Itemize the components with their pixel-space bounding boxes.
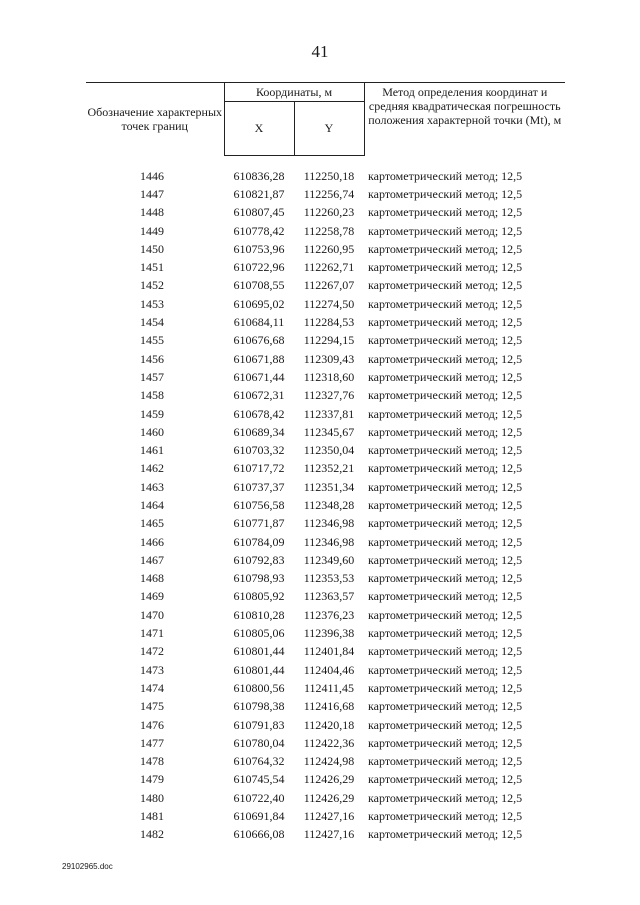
header-method <box>364 83 565 156</box>
table-row <box>86 679 565 697</box>
point-cell: 1447 <box>140 186 164 201</box>
y-cell: 112376,23 <box>303 607 355 622</box>
point-cell: 1468 <box>140 571 164 586</box>
method-cell: картометрический метод; 12,5 <box>368 241 523 256</box>
method-cell: картометрический метод; 12,5 <box>368 516 523 531</box>
point-cell: 1457 <box>140 369 164 384</box>
x-cell: 610737,37 <box>233 479 285 494</box>
point-cell: 1473 <box>140 662 164 677</box>
method-cell: картометрический метод; 12,5 <box>368 699 523 714</box>
method-cell: картометрический метод; 12,5 <box>368 552 523 567</box>
method-cell: картометрический метод; 12,5 <box>368 717 523 732</box>
method-cell: картометрический метод; 12,5 <box>368 626 523 641</box>
point-cell: 1481 <box>140 809 164 824</box>
table-row <box>86 423 565 441</box>
method-cell: картометрический метод; 12,5 <box>368 809 523 824</box>
table-row <box>86 478 565 496</box>
point-cell: 1459 <box>140 406 164 421</box>
point-cell: 1463 <box>140 479 164 494</box>
table-row <box>86 441 565 459</box>
table-row <box>86 258 565 276</box>
x-cell: 610798,93 <box>233 571 285 586</box>
method-cell: картометрический метод; 12,5 <box>368 260 523 275</box>
x-cell: 610778,42 <box>233 223 285 238</box>
y-cell: 112401,84 <box>303 644 355 659</box>
method-cell: картометрический метод; 12,5 <box>368 369 523 384</box>
point-cell: 1469 <box>140 589 164 604</box>
table-row <box>86 807 565 825</box>
y-cell: 112427,16 <box>303 827 355 842</box>
y-cell: 112427,16 <box>303 809 355 824</box>
y-cell: 112346,98 <box>303 534 355 549</box>
y-cell: 112422,36 <box>303 735 355 750</box>
x-cell: 610666,08 <box>233 827 285 842</box>
y-cell: 112267,07 <box>303 278 355 293</box>
page-number: 41 <box>311 42 329 61</box>
x-cell: 610689,34 <box>233 424 285 439</box>
point-cell: 1454 <box>140 315 164 330</box>
table-row <box>86 734 565 752</box>
y-cell: 112345,67 <box>303 424 355 439</box>
table-row <box>86 240 565 258</box>
y-cell: 112256,74 <box>303 186 355 201</box>
y-cell: 112426,29 <box>303 790 355 805</box>
x-cell: 610753,96 <box>233 241 285 256</box>
coordinates-rows <box>86 167 565 844</box>
point-cell: 1470 <box>140 607 164 622</box>
point-cell: 1455 <box>140 333 164 348</box>
point-cell: 1452 <box>140 278 164 293</box>
point-cell: 1461 <box>140 443 164 458</box>
method-cell: картометрический метод; 12,5 <box>368 351 523 366</box>
x-cell: 610684,11 <box>233 315 285 330</box>
x-cell: 610836,28 <box>233 168 285 183</box>
x-cell: 610801,44 <box>233 662 285 677</box>
table-row <box>86 789 565 807</box>
method-cell: картометрический метод; 12,5 <box>368 571 523 586</box>
x-cell: 610671,44 <box>233 369 285 384</box>
y-cell: 112348,28 <box>303 497 355 512</box>
table-row <box>86 569 565 587</box>
point-cell: 1476 <box>140 717 164 732</box>
method-cell: картометрический метод; 12,5 <box>368 735 523 750</box>
header-method-text: Метод определения координат и средняя квадратическая погрешность положения характерной точки (Mt), м <box>368 85 562 127</box>
y-cell: 112426,29 <box>303 772 355 787</box>
x-cell: 610678,42 <box>233 406 285 421</box>
point-cell: 1477 <box>140 735 164 750</box>
method-cell: картометрический метод; 12,5 <box>368 662 523 677</box>
point-cell: 1446 <box>140 168 164 183</box>
method-cell: картометрический метод; 12,5 <box>368 754 523 769</box>
method-cell: картометрический метод; 12,5 <box>368 388 523 403</box>
header-point-designation-text: Обозначение характерных точек границ <box>87 105 223 133</box>
y-cell: 112404,46 <box>303 662 355 677</box>
method-cell: картометрический метод; 12,5 <box>368 497 523 512</box>
y-cell: 112396,38 <box>303 626 355 641</box>
table-row <box>86 386 565 404</box>
header-y: Y <box>294 102 364 155</box>
table-row <box>86 203 565 221</box>
header-x: X <box>224 102 294 155</box>
table-row <box>86 770 565 788</box>
x-cell: 610805,92 <box>233 589 285 604</box>
x-cell: 610717,72 <box>233 461 285 476</box>
point-cell: 1472 <box>140 644 164 659</box>
x-cell: 610807,45 <box>233 205 285 220</box>
method-cell: картометрический метод; 12,5 <box>368 772 523 787</box>
table-row <box>86 349 565 367</box>
point-cell: 1475 <box>140 699 164 714</box>
x-cell: 610671,88 <box>233 351 285 366</box>
x-cell: 610771,87 <box>233 516 285 531</box>
coordinates-table <box>86 82 565 843</box>
table-row <box>86 185 565 203</box>
x-cell: 610801,44 <box>233 644 285 659</box>
point-cell: 1471 <box>140 626 164 641</box>
x-cell: 610676,68 <box>233 333 285 348</box>
point-cell: 1462 <box>140 461 164 476</box>
table-row <box>86 459 565 477</box>
x-cell: 610791,83 <box>233 717 285 732</box>
y-cell: 112327,76 <box>303 388 355 403</box>
point-cell: 1478 <box>140 754 164 769</box>
x-cell: 610821,87 <box>233 186 285 201</box>
method-cell: картометрический метод; 12,5 <box>368 424 523 439</box>
y-cell: 112260,23 <box>303 205 355 220</box>
x-cell: 610722,96 <box>233 260 285 275</box>
point-cell: 1448 <box>140 205 164 220</box>
method-cell: картометрический метод; 12,5 <box>368 443 523 458</box>
y-cell: 112284,53 <box>303 315 355 330</box>
table-row <box>86 532 565 550</box>
point-cell: 1460 <box>140 424 164 439</box>
point-cell: 1482 <box>140 827 164 842</box>
header-point-designation <box>86 83 224 156</box>
table-row <box>86 606 565 624</box>
file-name-footer: 29102965.doc <box>62 862 113 871</box>
point-cell: 1464 <box>140 497 164 512</box>
point-cell: 1450 <box>140 241 164 256</box>
method-cell: картометрический метод; 12,5 <box>368 479 523 494</box>
y-cell: 112349,60 <box>303 552 355 567</box>
table-row <box>86 642 565 660</box>
table-row <box>86 587 565 605</box>
x-cell: 610810,28 <box>233 607 285 622</box>
y-cell: 112363,57 <box>303 589 355 604</box>
point-cell: 1451 <box>140 260 164 275</box>
method-cell: картометрический метод; 12,5 <box>368 278 523 293</box>
x-cell: 610691,84 <box>233 809 285 824</box>
y-cell: 112420,18 <box>303 717 355 732</box>
point-cell: 1474 <box>140 680 164 695</box>
table-row <box>86 551 565 569</box>
x-cell: 610756,58 <box>233 497 285 512</box>
method-cell: картометрический метод; 12,5 <box>368 827 523 842</box>
method-cell: картометрический метод; 12,5 <box>368 589 523 604</box>
x-cell: 610672,31 <box>233 388 285 403</box>
table-row <box>86 276 565 294</box>
table-row <box>86 514 565 532</box>
y-cell: 112258,78 <box>303 223 355 238</box>
x-cell: 610703,32 <box>233 443 285 458</box>
method-cell: картометрический метод; 12,5 <box>368 790 523 805</box>
y-cell: 112351,34 <box>303 479 355 494</box>
table-row <box>86 825 565 843</box>
y-cell: 112309,43 <box>303 351 355 366</box>
point-cell: 1449 <box>140 223 164 238</box>
x-cell: 610805,06 <box>233 626 285 641</box>
method-cell: картометрический метод; 12,5 <box>368 296 523 311</box>
method-cell: картометрический метод; 12,5 <box>368 607 523 622</box>
x-cell: 610708,55 <box>233 278 285 293</box>
y-cell: 112260,95 <box>303 241 355 256</box>
table-row <box>86 715 565 733</box>
x-cell: 610745,54 <box>233 772 285 787</box>
table-row <box>86 404 565 422</box>
table-row <box>86 331 565 349</box>
table-row <box>86 295 565 313</box>
x-cell: 610784,09 <box>233 534 285 549</box>
method-cell: картометрический метод; 12,5 <box>368 205 523 220</box>
method-cell: картометрический метод; 12,5 <box>368 461 523 476</box>
method-cell: картометрический метод; 12,5 <box>368 644 523 659</box>
x-cell: 610792,83 <box>233 552 285 567</box>
method-cell: картометрический метод; 12,5 <box>368 680 523 695</box>
table-row <box>86 221 565 239</box>
method-cell: картометрический метод; 12,5 <box>368 333 523 348</box>
method-cell: картометрический метод; 12,5 <box>368 406 523 421</box>
point-cell: 1458 <box>140 388 164 403</box>
x-cell: 610722,40 <box>233 790 285 805</box>
y-cell: 112318,60 <box>303 369 355 384</box>
table-row <box>86 661 565 679</box>
table-row <box>86 697 565 715</box>
method-cell: картометрический метод; 12,5 <box>368 186 523 201</box>
table-row <box>86 368 565 386</box>
y-cell: 112416,68 <box>303 699 355 714</box>
y-cell: 112350,04 <box>303 443 355 458</box>
point-cell: 1453 <box>140 296 164 311</box>
table-row <box>86 313 565 331</box>
x-cell: 610764,32 <box>233 754 285 769</box>
y-cell: 112262,71 <box>303 260 355 275</box>
table-row <box>86 752 565 770</box>
x-cell: 610800,56 <box>233 680 285 695</box>
table-row <box>86 167 565 185</box>
y-cell: 112294,15 <box>303 333 355 348</box>
x-cell: 610798,38 <box>233 699 285 714</box>
point-cell: 1480 <box>140 790 164 805</box>
x-cell: 610780,04 <box>233 735 285 750</box>
method-cell: картометрический метод; 12,5 <box>368 223 523 238</box>
header-coordinates: Координаты, м <box>224 83 364 102</box>
y-cell: 112353,53 <box>303 571 355 586</box>
point-cell: 1479 <box>140 772 164 787</box>
point-cell: 1466 <box>140 534 164 549</box>
y-cell: 112424,98 <box>303 754 355 769</box>
table-row <box>86 496 565 514</box>
method-cell: картометрический метод; 12,5 <box>368 315 523 330</box>
method-cell: картометрический метод; 12,5 <box>368 168 523 183</box>
y-cell: 112274,50 <box>303 296 355 311</box>
point-cell: 1465 <box>140 516 164 531</box>
y-cell: 112346,98 <box>303 516 355 531</box>
x-cell: 610695,02 <box>233 296 285 311</box>
point-cell: 1456 <box>140 351 164 366</box>
table-row <box>86 624 565 642</box>
method-cell: картометрический метод; 12,5 <box>368 534 523 549</box>
y-cell: 112337,81 <box>303 406 355 421</box>
y-cell: 112352,21 <box>303 461 355 476</box>
point-cell: 1467 <box>140 552 164 567</box>
y-cell: 112250,18 <box>303 168 355 183</box>
y-cell: 112411,45 <box>303 680 355 695</box>
